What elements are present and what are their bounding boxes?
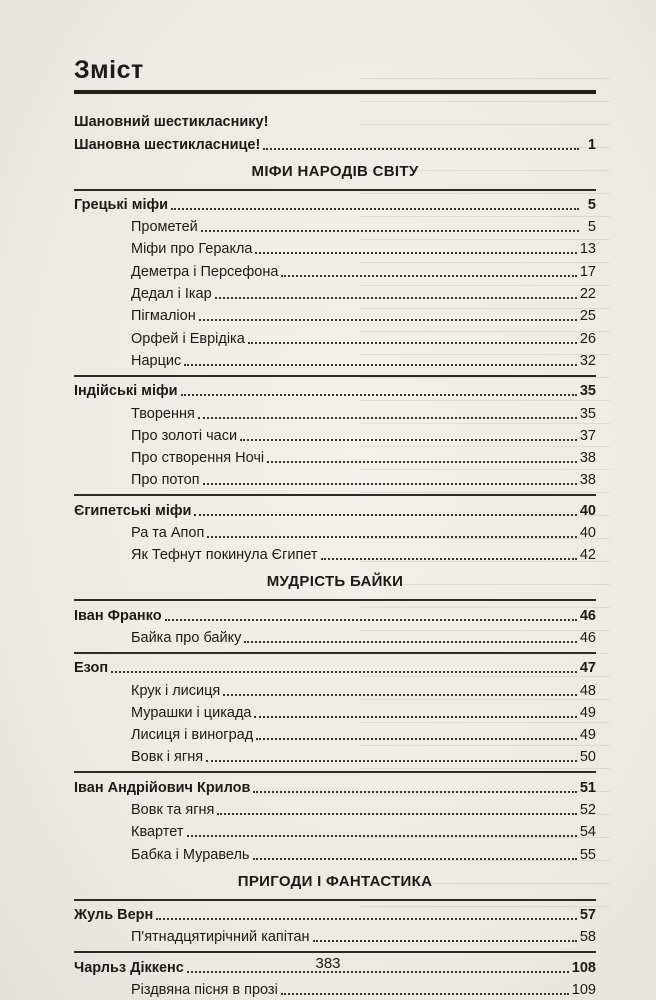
- toc-item-entry-page: 35: [579, 405, 596, 422]
- toc-item-entry: [74, 326, 596, 348]
- toc-item-entry-page: 22: [579, 286, 596, 303]
- toc-item-entry-page: 13: [579, 241, 596, 258]
- toc-group-entry-page: 57: [579, 906, 596, 923]
- toc-item-entry-page: 52: [579, 802, 596, 819]
- group-separator: [74, 599, 596, 601]
- dot-leader: [255, 252, 576, 254]
- page-title: Зміст: [74, 56, 144, 84]
- dot-leader: [263, 148, 579, 150]
- toc-group-entry-text: Жуль Верн: [74, 906, 154, 923]
- toc-item-entry-text: Байка про байку: [131, 629, 242, 646]
- toc-group-entry-page: 108: [571, 959, 596, 976]
- toc-group-entry-page: 5: [587, 196, 596, 213]
- toc-item-entry-text: Пігмаліон: [131, 308, 196, 325]
- toc-item-entry: [74, 237, 596, 259]
- toc-item-entry-page: 50: [579, 749, 596, 766]
- dot-leader: [165, 619, 577, 621]
- toc-group-entry: [74, 603, 596, 625]
- toc-item-entry-page: 38: [579, 472, 596, 489]
- page-number: 383: [315, 955, 341, 972]
- dot-leader: [244, 641, 577, 643]
- group-separator: [74, 951, 596, 953]
- dot-leader: [321, 558, 577, 560]
- toc-item-entry-text: Як Тефнут покинула Єгипет: [131, 547, 318, 564]
- dot-leader: [281, 275, 576, 277]
- toc-item-entry: [74, 798, 596, 820]
- toc-group-entry-text: Грецькі міфи: [74, 196, 169, 213]
- dot-leader: [248, 342, 577, 344]
- toc-item-entry-text: Лисиця і виноград: [131, 727, 254, 744]
- dot-leader: [240, 439, 577, 441]
- toc-item-entry: [74, 304, 596, 326]
- dot-leader: [181, 394, 577, 396]
- dot-leader: [187, 835, 577, 837]
- toc-item-entry-text: Крук і лисиця: [131, 682, 221, 699]
- toc-item-entry: [74, 446, 596, 468]
- group-separator: [74, 771, 596, 773]
- toc-item-entry-page: 46: [579, 629, 596, 646]
- intro-entry-text: Шановна шестикласнице!: [74, 136, 261, 153]
- toc-group-entry-page: 51: [579, 779, 596, 796]
- toc-item-entry-page: 54: [579, 824, 596, 841]
- toc-item-entry: [74, 723, 596, 745]
- dot-leader: [206, 760, 577, 762]
- table-of-contents: [74, 110, 596, 1000]
- intro-entry: [74, 110, 596, 132]
- toc-item-entry-text: Деметра і Персефона: [131, 263, 279, 280]
- toc-item-entry-page: 37: [579, 427, 596, 444]
- toc-item-entry-text: Ра та Апоп: [131, 525, 205, 542]
- toc-item-entry-page: 17: [579, 263, 596, 280]
- intro-entry-text: Шановний шестикласнику!: [74, 114, 269, 131]
- group-separator: [74, 899, 596, 901]
- toc-group-entry-text: Чарльз Діккенс: [74, 959, 184, 976]
- toc-item-entry-page: 38: [579, 450, 596, 467]
- dot-leader: [199, 319, 577, 321]
- toc-item-entry: [74, 842, 596, 864]
- toc-item-entry-page: 32: [579, 352, 596, 369]
- section-heading: ПРИГОДИ І ФАНТАСТИКА: [237, 872, 433, 890]
- dot-leader: [203, 483, 577, 485]
- dot-leader: [254, 716, 576, 718]
- toc-item-entry: [74, 468, 596, 490]
- toc-item-entry-text: Про потоп: [131, 472, 200, 489]
- toc-group-entry: [74, 656, 596, 678]
- dot-leader: [171, 208, 579, 210]
- dot-leader: [253, 858, 577, 860]
- dot-leader: [207, 536, 577, 538]
- toc-group-entry-text: Іван Андрійович Крилов: [74, 779, 251, 796]
- section-heading: МУДРІСТЬ БАЙКИ: [266, 573, 404, 591]
- toc-item-entry-page: 49: [579, 727, 596, 744]
- toc-item-entry-text: Квартет: [131, 824, 184, 841]
- toc-item-entry-text: Орфей і Еврідіка: [131, 330, 245, 347]
- toc-item-entry: [74, 282, 596, 304]
- toc-item-entry: [74, 543, 596, 565]
- toc-item-entry-text: Мурашки і цикада: [131, 704, 252, 721]
- toc-item-entry-page: 48: [579, 682, 596, 699]
- toc-item-entry: [74, 925, 596, 947]
- toc-group-entry-page: 35: [579, 383, 596, 400]
- dot-leader: [223, 694, 577, 696]
- toc-group-entry-page: 40: [579, 502, 596, 519]
- toc-group-entry-text: Єгипетські міфи: [74, 502, 192, 519]
- toc-group-entry-text: Езоп: [74, 660, 109, 677]
- intro-entry-page: 1: [587, 136, 596, 153]
- dot-leader: [194, 514, 576, 516]
- toc-item-entry-page: 25: [579, 308, 596, 325]
- toc-item-entry-page: 49: [579, 704, 596, 721]
- toc-group-entry: [74, 498, 596, 520]
- toc-item-entry: [74, 349, 596, 371]
- toc-item-entry-text: Різдвяна пісня в прозі: [131, 981, 278, 998]
- toc-item-entry-text: П'ятнадцятирічний капітан: [131, 929, 310, 946]
- toc-item-entry: [74, 745, 596, 767]
- dot-leader: [156, 918, 577, 920]
- toc-item-entry-page: 26: [579, 330, 596, 347]
- dot-leader: [217, 813, 576, 815]
- toc-item-entry: [74, 401, 596, 423]
- toc-item-entry: [74, 820, 596, 842]
- dot-leader: [256, 738, 577, 740]
- toc-item-entry: [74, 626, 596, 648]
- section-heading: МІФИ НАРОДІВ СВІТУ: [251, 162, 419, 180]
- toc-item-entry-page: 5: [587, 219, 596, 236]
- toc-item-entry-text: Вовк і ягня: [131, 749, 204, 766]
- toc-group-entry-text: Іван Франко: [74, 607, 162, 624]
- toc-item-entry-text: Міфи про Геракла: [131, 241, 253, 258]
- toc-item-entry-text: Про створення Ночі: [131, 450, 265, 467]
- group-separator: [74, 652, 596, 654]
- toc-item-entry: [74, 701, 596, 723]
- dot-leader: [184, 364, 577, 366]
- toc-item-entry-page: 55: [579, 846, 596, 863]
- toc-item-entry: [74, 521, 596, 543]
- toc-item-entry-page: 109: [571, 981, 596, 998]
- toc-group-entry-page: 46: [579, 607, 596, 624]
- dot-leader: [198, 417, 577, 419]
- toc-group-entry-text: Індійські міфи: [74, 383, 178, 400]
- dot-leader: [267, 461, 577, 463]
- toc-item-entry: [74, 259, 596, 281]
- toc-item-entry-text: Про золоті часи: [131, 427, 238, 444]
- group-separator: [74, 375, 596, 377]
- toc-item-entry-text: Бабка і Муравель: [131, 846, 250, 863]
- toc-group-entry: [74, 193, 596, 215]
- group-separator: [74, 494, 596, 496]
- group-separator: [74, 189, 596, 191]
- toc-item-entry-page: 42: [579, 547, 596, 564]
- dot-leader: [215, 297, 577, 299]
- toc-item-entry: [74, 978, 596, 1000]
- dot-leader: [111, 671, 577, 673]
- toc-item-entry-text: Дедал і Ікар: [131, 286, 212, 303]
- dot-leader: [281, 993, 569, 995]
- toc-group-entry: [74, 775, 596, 797]
- dot-leader: [313, 940, 577, 942]
- toc-item-entry: [74, 215, 596, 237]
- toc-item-entry-text: Вовк та ягня: [131, 802, 215, 819]
- toc-item-entry-page: 58: [579, 929, 596, 946]
- toc-item-entry: [74, 678, 596, 700]
- dot-leader: [201, 230, 579, 232]
- toc-item-entry-text: Нарцис: [131, 352, 182, 369]
- toc-group-entry-page: 47: [579, 660, 596, 677]
- toc-group-entry: [74, 903, 596, 925]
- toc-item-entry-page: 40: [579, 525, 596, 542]
- toc-item-entry-text: Прометей: [131, 219, 198, 236]
- title-rule: [74, 90, 596, 94]
- toc-item-entry-text: Творення: [131, 405, 195, 422]
- toc-group-entry: [74, 379, 596, 401]
- intro-entry: [74, 132, 596, 154]
- dot-leader: [253, 791, 576, 793]
- toc-item-entry: [74, 424, 596, 446]
